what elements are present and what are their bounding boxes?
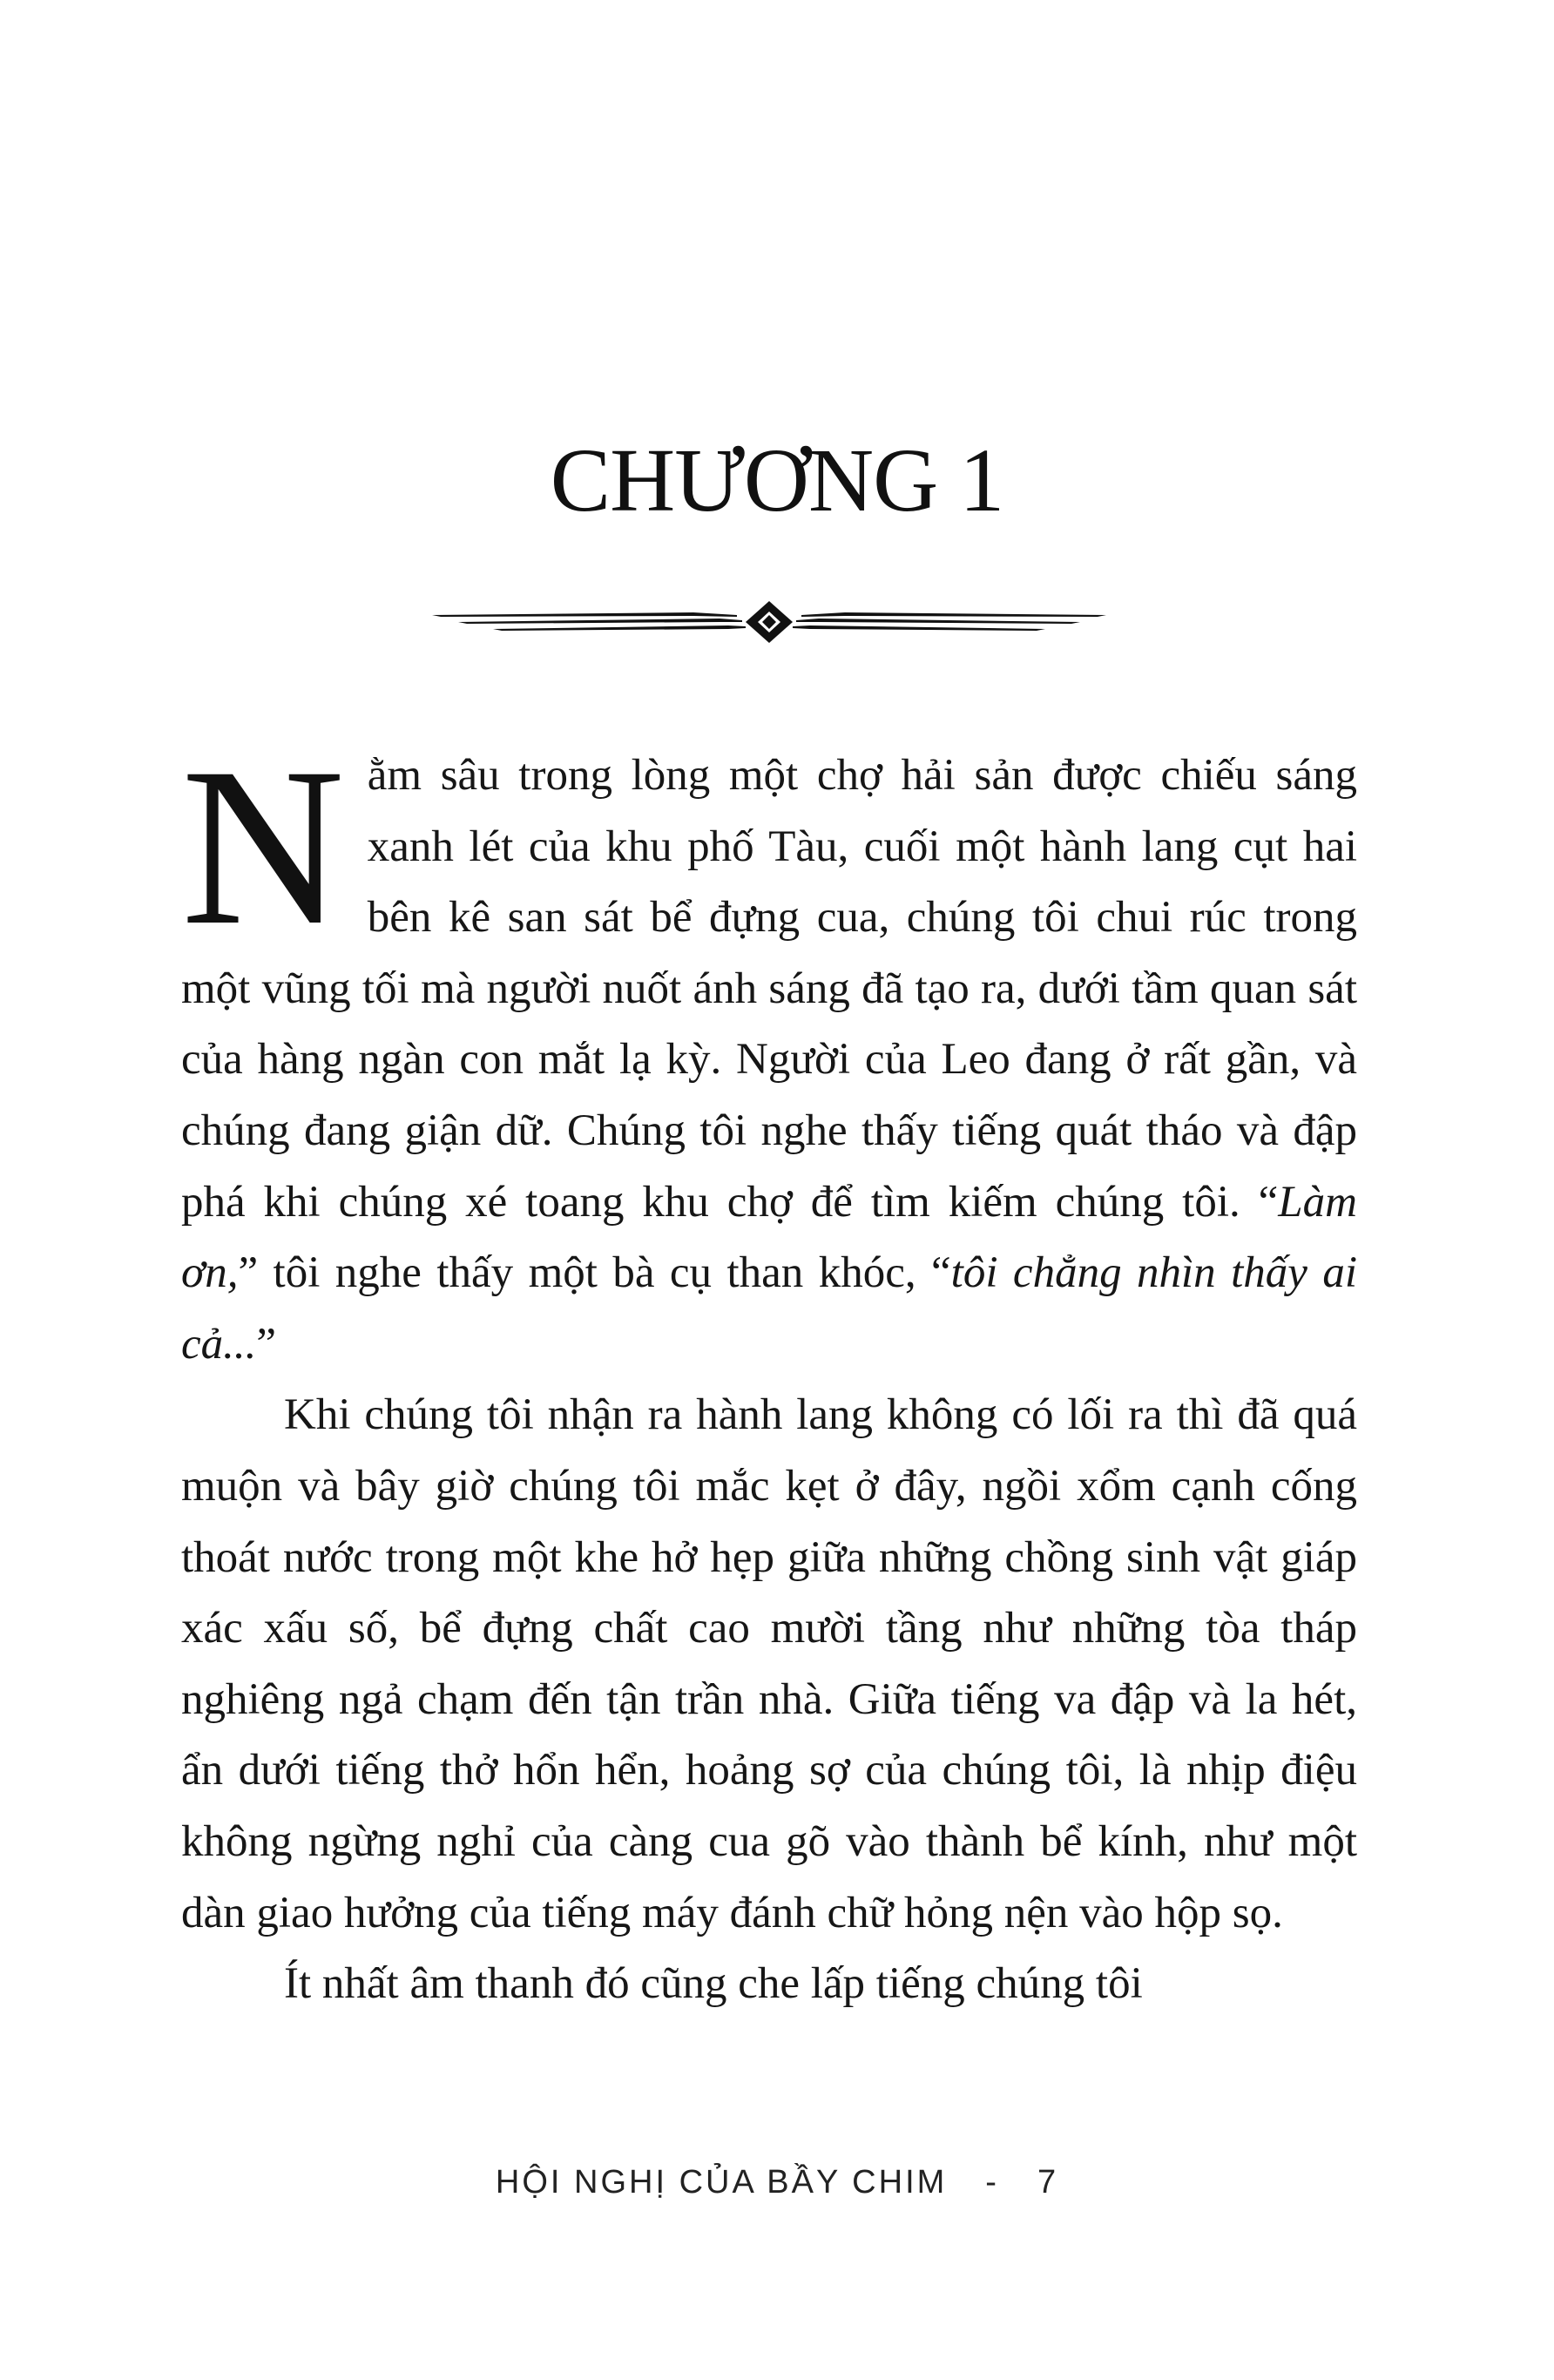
chapter-ornament [432, 598, 1106, 650]
paragraph-1-text: ằm sâu trong lòng một chợ hải sản được chiếu sáng xanh lét của khu phố Tàu, cuối một hành lang cụt hai bên kê san sát bể đựng cua, chúng tôi chui rúc trong một vũng tối mà người nuốt ánh sáng đã tạo ra, dưới tầm quan sát của hàng ngàn con mắt lạ kỳ. Người của Leo đang ở rất gần, và chúng đang giận dữ. Chúng tôi nghe thấy tiếng quát tháo và đập phá khi chúng xé toang khu chợ để tìm kiếm chúng tôi. “ [181, 751, 1357, 1227]
chapter-title: CHƯƠNG 1 [550, 430, 1004, 531]
page-number: 7 [1037, 2164, 1059, 2201]
quote-italic-2: tôi chẳng nhìn thấy ai cả... [181, 1248, 1357, 1369]
footer-book-title: HỘI NGHỊ CỦA BẦY CHIM [495, 2164, 948, 2201]
footer-separator: - [985, 2164, 999, 2201]
chapter-body [181, 721, 1357, 2020]
paragraph-1-middle: ” tôi nghe thấy một bà cụ than khóc, “ [238, 1248, 951, 1298]
paragraph-2: Khi chúng tôi nhận ra hành lang không có lối ra thì đã quá muộn và bây giờ chúng tôi mắc kẹt ở đây, ngồi xổm cạnh cống thoát nước trong một khe hở hẹp giữa những chồng sinh vật giáp xác xấu số, bể đựng chất cao mười tầng như những tòa tháp nghiêng ngả chạm đến tận trần nhà. Giữa tiếng va đập và la hét, ẩn dưới tiếng thở hổn hển, hoảng sợ của chúng tôi, là nhịp điệu không ngừng nghỉ của càng cua gõ vào thành bể kính, như một dàn giao hưởng của tiếng máy đánh chữ hỏng nện vào hộp sọ. [181, 1390, 1357, 1937]
paragraph-3: Ít nhất âm thanh đó cũng che lấp tiếng chúng tôi [284, 1959, 1143, 2009]
quote-italic-1: Làm ơn, [181, 1177, 1357, 1298]
page-footer [0, 2164, 1554, 2201]
drop-cap: N [181, 721, 345, 972]
paragraph-1 [181, 721, 1357, 1380]
paragraph-1-end: ” [256, 1319, 277, 1369]
